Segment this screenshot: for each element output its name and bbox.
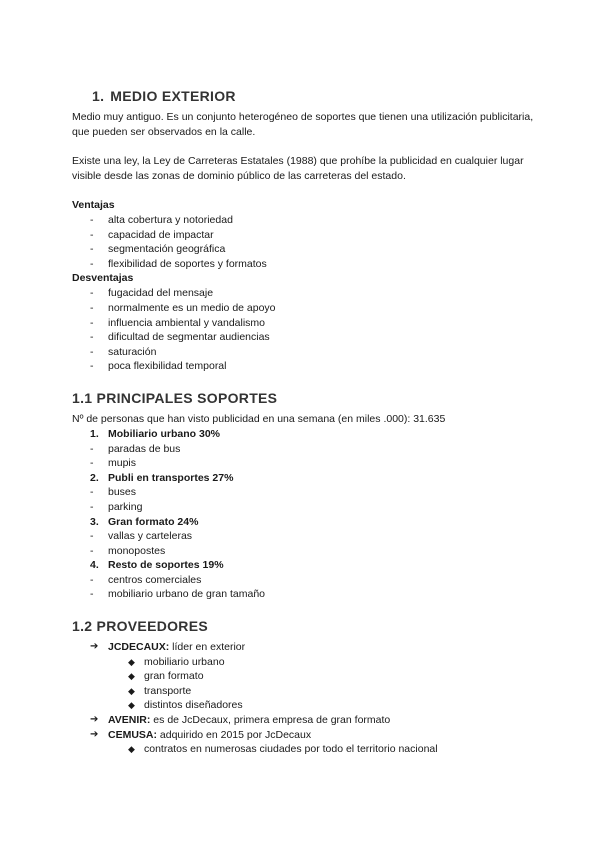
group-heading	[72, 471, 542, 486]
arrow-icon: ➔	[90, 728, 99, 740]
list-item: - vallas y carteleras	[72, 529, 542, 544]
group-label: Resto de soportes 19%	[108, 559, 224, 572]
provider-name: AVENIR:	[108, 714, 151, 727]
arrow-icon: ➔	[90, 641, 99, 653]
list-item: - capacidad de impactar	[72, 228, 542, 243]
provider-desc: es de JcDecaux, primera empresa de gran formato	[150, 714, 391, 727]
item-text: gran formato	[144, 670, 204, 683]
list-item: - buses	[72, 485, 542, 500]
provider-sublist	[72, 655, 542, 713]
section-heading-proveedores: 1.2 PROVEEDORES	[72, 618, 208, 635]
group-label: Gran formato 24%	[108, 515, 199, 528]
ventajas-label: Ventajas	[72, 199, 115, 211]
arrow-icon: ➔	[90, 714, 99, 726]
list-item: - saturación	[72, 345, 542, 360]
item-text: distintos diseñadores	[144, 699, 243, 712]
group-number: 3.	[90, 515, 99, 528]
list-item: - influencia ambiental y vandalismo	[72, 316, 542, 331]
provider-desc: adquirido en 2015 por JcDecaux	[157, 728, 312, 741]
list-item: - mupis	[72, 456, 542, 471]
section-heading-medio-exterior	[72, 86, 542, 106]
list-item	[72, 669, 542, 684]
provider-name: CEMUSA:	[108, 728, 157, 741]
item-text: contratos en numerosas ciudades por todo el territorio nacional	[144, 743, 438, 756]
list-item: - fugacidad del mensaje	[72, 286, 542, 301]
group-list	[72, 442, 542, 471]
list-item: - monopostes	[72, 544, 542, 559]
list-item	[72, 684, 542, 699]
provider-desc: líder en exterior	[169, 641, 246, 654]
list-item: - mobiliario urbano de gran tamaño	[72, 587, 542, 602]
diamond-icon: ◆	[128, 671, 135, 682]
diamond-icon: ◆	[128, 700, 135, 711]
item-text: mobiliario urbano	[144, 655, 225, 668]
list-item: - paradas de bus	[72, 442, 542, 457]
provider-item	[72, 728, 542, 743]
list-item: - normalmente es un medio de apoyo	[72, 301, 542, 316]
intro-paragraph: Medio muy antiguo. Es un conjunto heterogéneo de soportes que tienen una utilización publicitaria, que pueden ser observados en la calle.	[72, 111, 534, 138]
group-number: 1.	[90, 427, 99, 440]
diamond-icon: ◆	[128, 685, 135, 696]
section-title: MEDIO EXTERIOR	[110, 88, 236, 104]
list-item: - parking	[72, 500, 542, 515]
audience-paragraph: Nº de personas que han visto publicidad en una semana (en miles .000): 31.635	[72, 412, 446, 425]
list-item	[72, 698, 542, 713]
provider-name: JCDECAUX:	[108, 641, 170, 654]
diamond-icon: ◆	[128, 656, 135, 667]
group-number: 2.	[90, 471, 99, 484]
section-number: 1.	[92, 88, 105, 104]
list-item: - centros comerciales	[72, 573, 542, 588]
group-heading	[72, 558, 542, 573]
group-list	[72, 573, 542, 602]
desventajas-list	[72, 286, 542, 374]
document-content	[72, 86, 542, 757]
list-item: - poca flexibilidad temporal	[72, 359, 542, 374]
group-list	[72, 529, 542, 558]
group-list	[72, 485, 542, 514]
group-label: Publi en transportes 27%	[108, 471, 234, 484]
list-item	[72, 655, 542, 670]
list-item: - segmentación geográfica	[72, 242, 542, 257]
provider-item	[72, 640, 542, 655]
provider-item	[72, 713, 542, 728]
provider-sublist	[72, 742, 542, 757]
list-item	[72, 742, 542, 757]
list-item: - alta cobertura y notoriedad	[72, 213, 542, 228]
group-heading	[72, 427, 542, 442]
ventajas-list	[72, 213, 542, 271]
law-paragraph: Existe una ley, la Ley de Carreteras Estatales (1988) que prohíbe la publicidad en cualquier lugar visible desde las zonas de dominio público de las carreteras del estado.	[72, 155, 524, 182]
diamond-icon: ◆	[128, 744, 135, 755]
section-heading-principales-soportes: 1.1 PRINCIPALES SOPORTES	[72, 389, 278, 406]
group-number: 4.	[90, 559, 99, 572]
item-text: transporte	[144, 684, 192, 697]
list-item: - flexibilidad de soportes y formatos	[72, 257, 542, 272]
list-item: - dificultad de segmentar audiencias	[72, 330, 542, 345]
desventajas-label: Desventajas	[72, 272, 134, 285]
group-label: Mobiliario urbano 30%	[108, 427, 221, 440]
group-heading	[72, 515, 542, 530]
